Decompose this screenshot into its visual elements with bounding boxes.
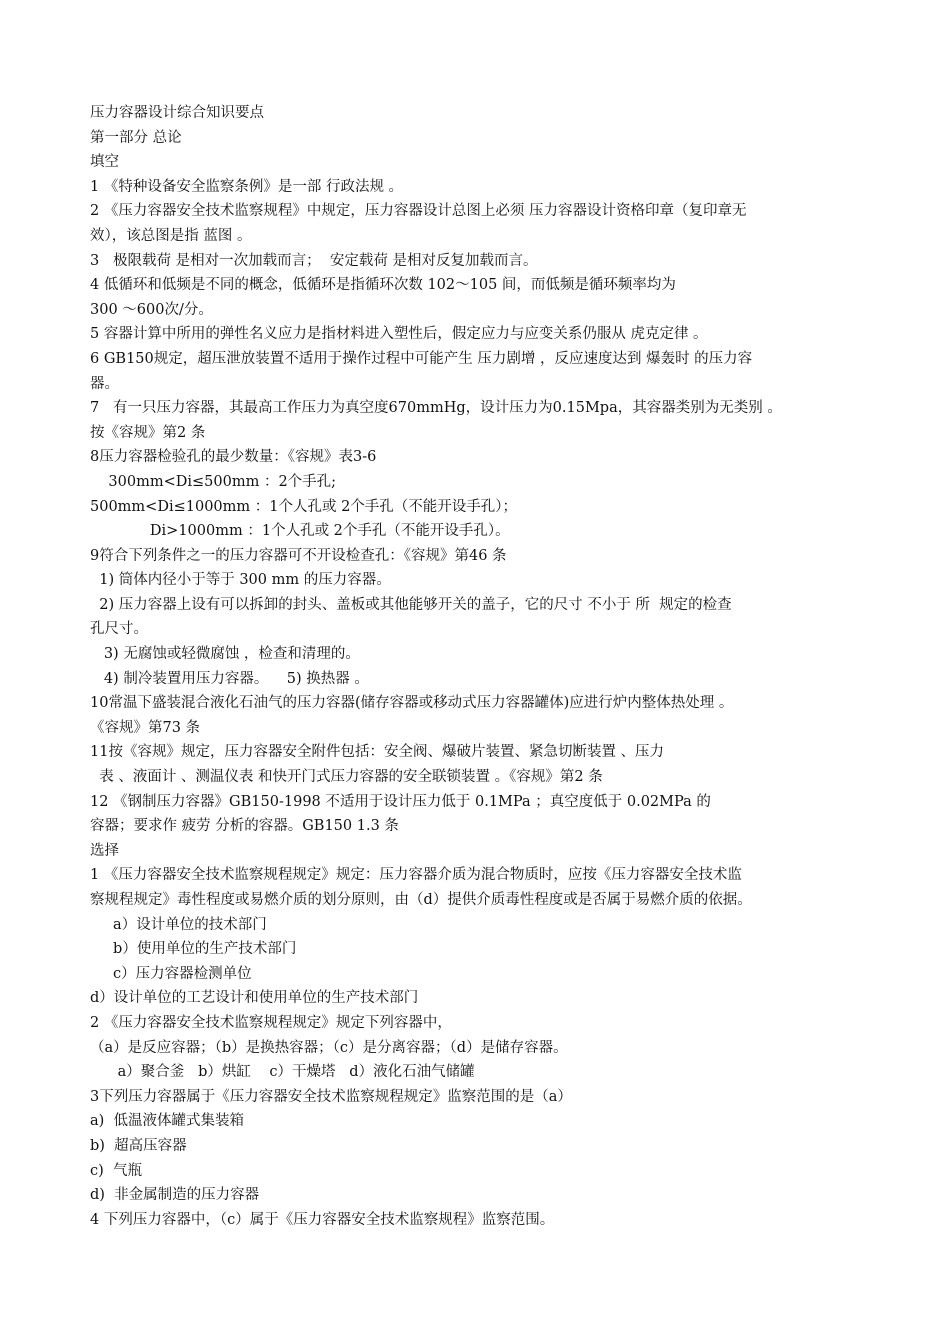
text-line: Di>1000mm ：1个人孔或 2个手孔（不能开设手孔）。 xyxy=(90,523,510,540)
text-line: 1 《特种设备安全监察条例》是一部 行政法规 。 xyxy=(90,178,404,195)
text-line: c）压力容器检测单位 xyxy=(90,965,252,982)
text-line: 11按《容规》规定，压力容器安全附件包括：安全阀、爆破片装置、紧急切断装置 、压力 xyxy=(90,744,665,761)
text-line: d）设计单位的工艺设计和使用单位的生产技术部门 xyxy=(90,990,419,1007)
text-line: 选择 xyxy=(90,842,119,859)
text-line: a) 低温液体罐式集装箱 xyxy=(90,1113,245,1130)
document-body xyxy=(90,101,870,1232)
text-line: 500mm<Di≤1000mm ：1个人孔或 2个手孔（不能开设手孔）； xyxy=(90,498,518,515)
text-line: a）设计单位的技术部门 xyxy=(90,916,267,933)
text-line: 第一部分 总论 xyxy=(90,129,182,146)
text-line: 3) 无腐蚀或轻微腐蚀 ，检查和清理的。 xyxy=(90,646,360,663)
text-line: a）聚合釜 b）烘缸 c）干燥塔 d）液化石油气储罐 xyxy=(90,1064,475,1081)
text-line: 3下列压力容器属于《压力容器安全技术监察规程规定》监察范围的是（a） xyxy=(90,1088,572,1105)
text-line: 2) 压力容器上设有可以拆卸的封头、盖板或其他能够开关的盖子，它的尺寸 不小于 所 规定的检查 xyxy=(90,596,732,613)
text-line: 9符合下列条件之一的压力容器可不开设检查孔：《容规》第46 条 xyxy=(90,547,507,564)
text-line: 效），该总图是指 蓝图 。 xyxy=(90,227,252,244)
text-line: 4 下列压力容器中，（c）属于《压力容器安全技术监察规程》监察范围。 xyxy=(90,1211,555,1228)
text-line: 7 有一只压力容器，其最高工作压力为真空度670mmHg，设计压力为0.15Mpa，其容器类别为无类别 。 xyxy=(90,400,782,417)
text-line: 表 、液面计 、测温仪表 和快开门式压力容器的安全联锁装置 。《容规》第2 条 xyxy=(90,769,603,786)
text-line: 压力容器设计综合知识要点 xyxy=(90,105,264,121)
text-line: 《容规》第73 条 xyxy=(90,719,201,736)
text-line: 6 GB150规定，超压泄放装置不适用于操作过程中可能产生 压力剧增 ，反应速度达到 爆轰时 的压力容 xyxy=(90,350,753,367)
text-line: （a）是反应容器；（b）是换热容器；（c）是分离容器；（d）是储存容器。 xyxy=(90,1039,568,1056)
text-line: 1 《压力容器安全技术监察规程规定》规定：压力容器介质为混合物质时，应按《压力容器安全技术监 xyxy=(90,867,742,884)
text-line: b）使用单位的生产技术部门 xyxy=(90,941,297,958)
text-line: 4 低循环和低频是不同的概念，低循环是指循环次数 102～105 间，而低频是循环频率均为 xyxy=(90,277,676,294)
text-line: 10常温下盛装混合液化石油气的压力容器(储存容器或移动式压力容器罐体)应进行炉内整体热处理 。 xyxy=(90,695,734,712)
text-line: 300 ～600次/分。 xyxy=(90,301,213,318)
text-line: 容器；要求作 疲劳 分析的容器。GB150 1.3 条 xyxy=(90,818,399,835)
text-line: 1) 筒体内径小于等于 300 mm 的压力容器。 xyxy=(90,572,391,589)
text-line: 2 《压力容器安全技术监察规程规定》规定下列容器中， xyxy=(90,1014,452,1031)
text-line: 5 容器计算中所用的弹性名义应力是指材料进入塑性后，假定应力与应变关系仍服从 虎克定律 。 xyxy=(90,326,708,343)
text-line: 4) 制冷装置用压力容器。 5) 换热器 。 xyxy=(90,670,369,687)
text-line: 3 极限载荷 是相对一次加载而言； 安定载荷 是相对反复加载而言。 xyxy=(90,252,538,269)
text-line: 察规程规定》毒性程度或易燃介质的划分原则，由（d）提供介质毒性程度或是否属于易燃介质的依据。 xyxy=(90,892,752,908)
text-line: c) 气瓶 xyxy=(90,1162,142,1179)
text-line: 2 《压力容器安全技术监察规程》中规定，压力容器设计总图上必须 压力容器设计资格印章（复印章无 xyxy=(90,203,747,220)
text-line: d) 非金属制造的压力容器 xyxy=(90,1187,260,1204)
text-line: b) 超高压容器 xyxy=(90,1137,187,1154)
text-line: 孔尺寸。 xyxy=(90,621,148,638)
text-line: 8压力容器检验孔的最少数量：《容规》表3-6 xyxy=(90,449,377,466)
text-line: 12 《钢制压力容器》GB150-1998 不适用于设计压力低于 0.1MPa ；真空度低于 0.02MPa 的 xyxy=(90,793,711,810)
text-line: 按《容规》第2 条 xyxy=(90,424,206,441)
text-line: 填空 xyxy=(90,154,119,171)
text-line: 300mm<Di≤500mm ：2个手孔; xyxy=(90,473,337,490)
text-line: 器。 xyxy=(90,375,119,392)
